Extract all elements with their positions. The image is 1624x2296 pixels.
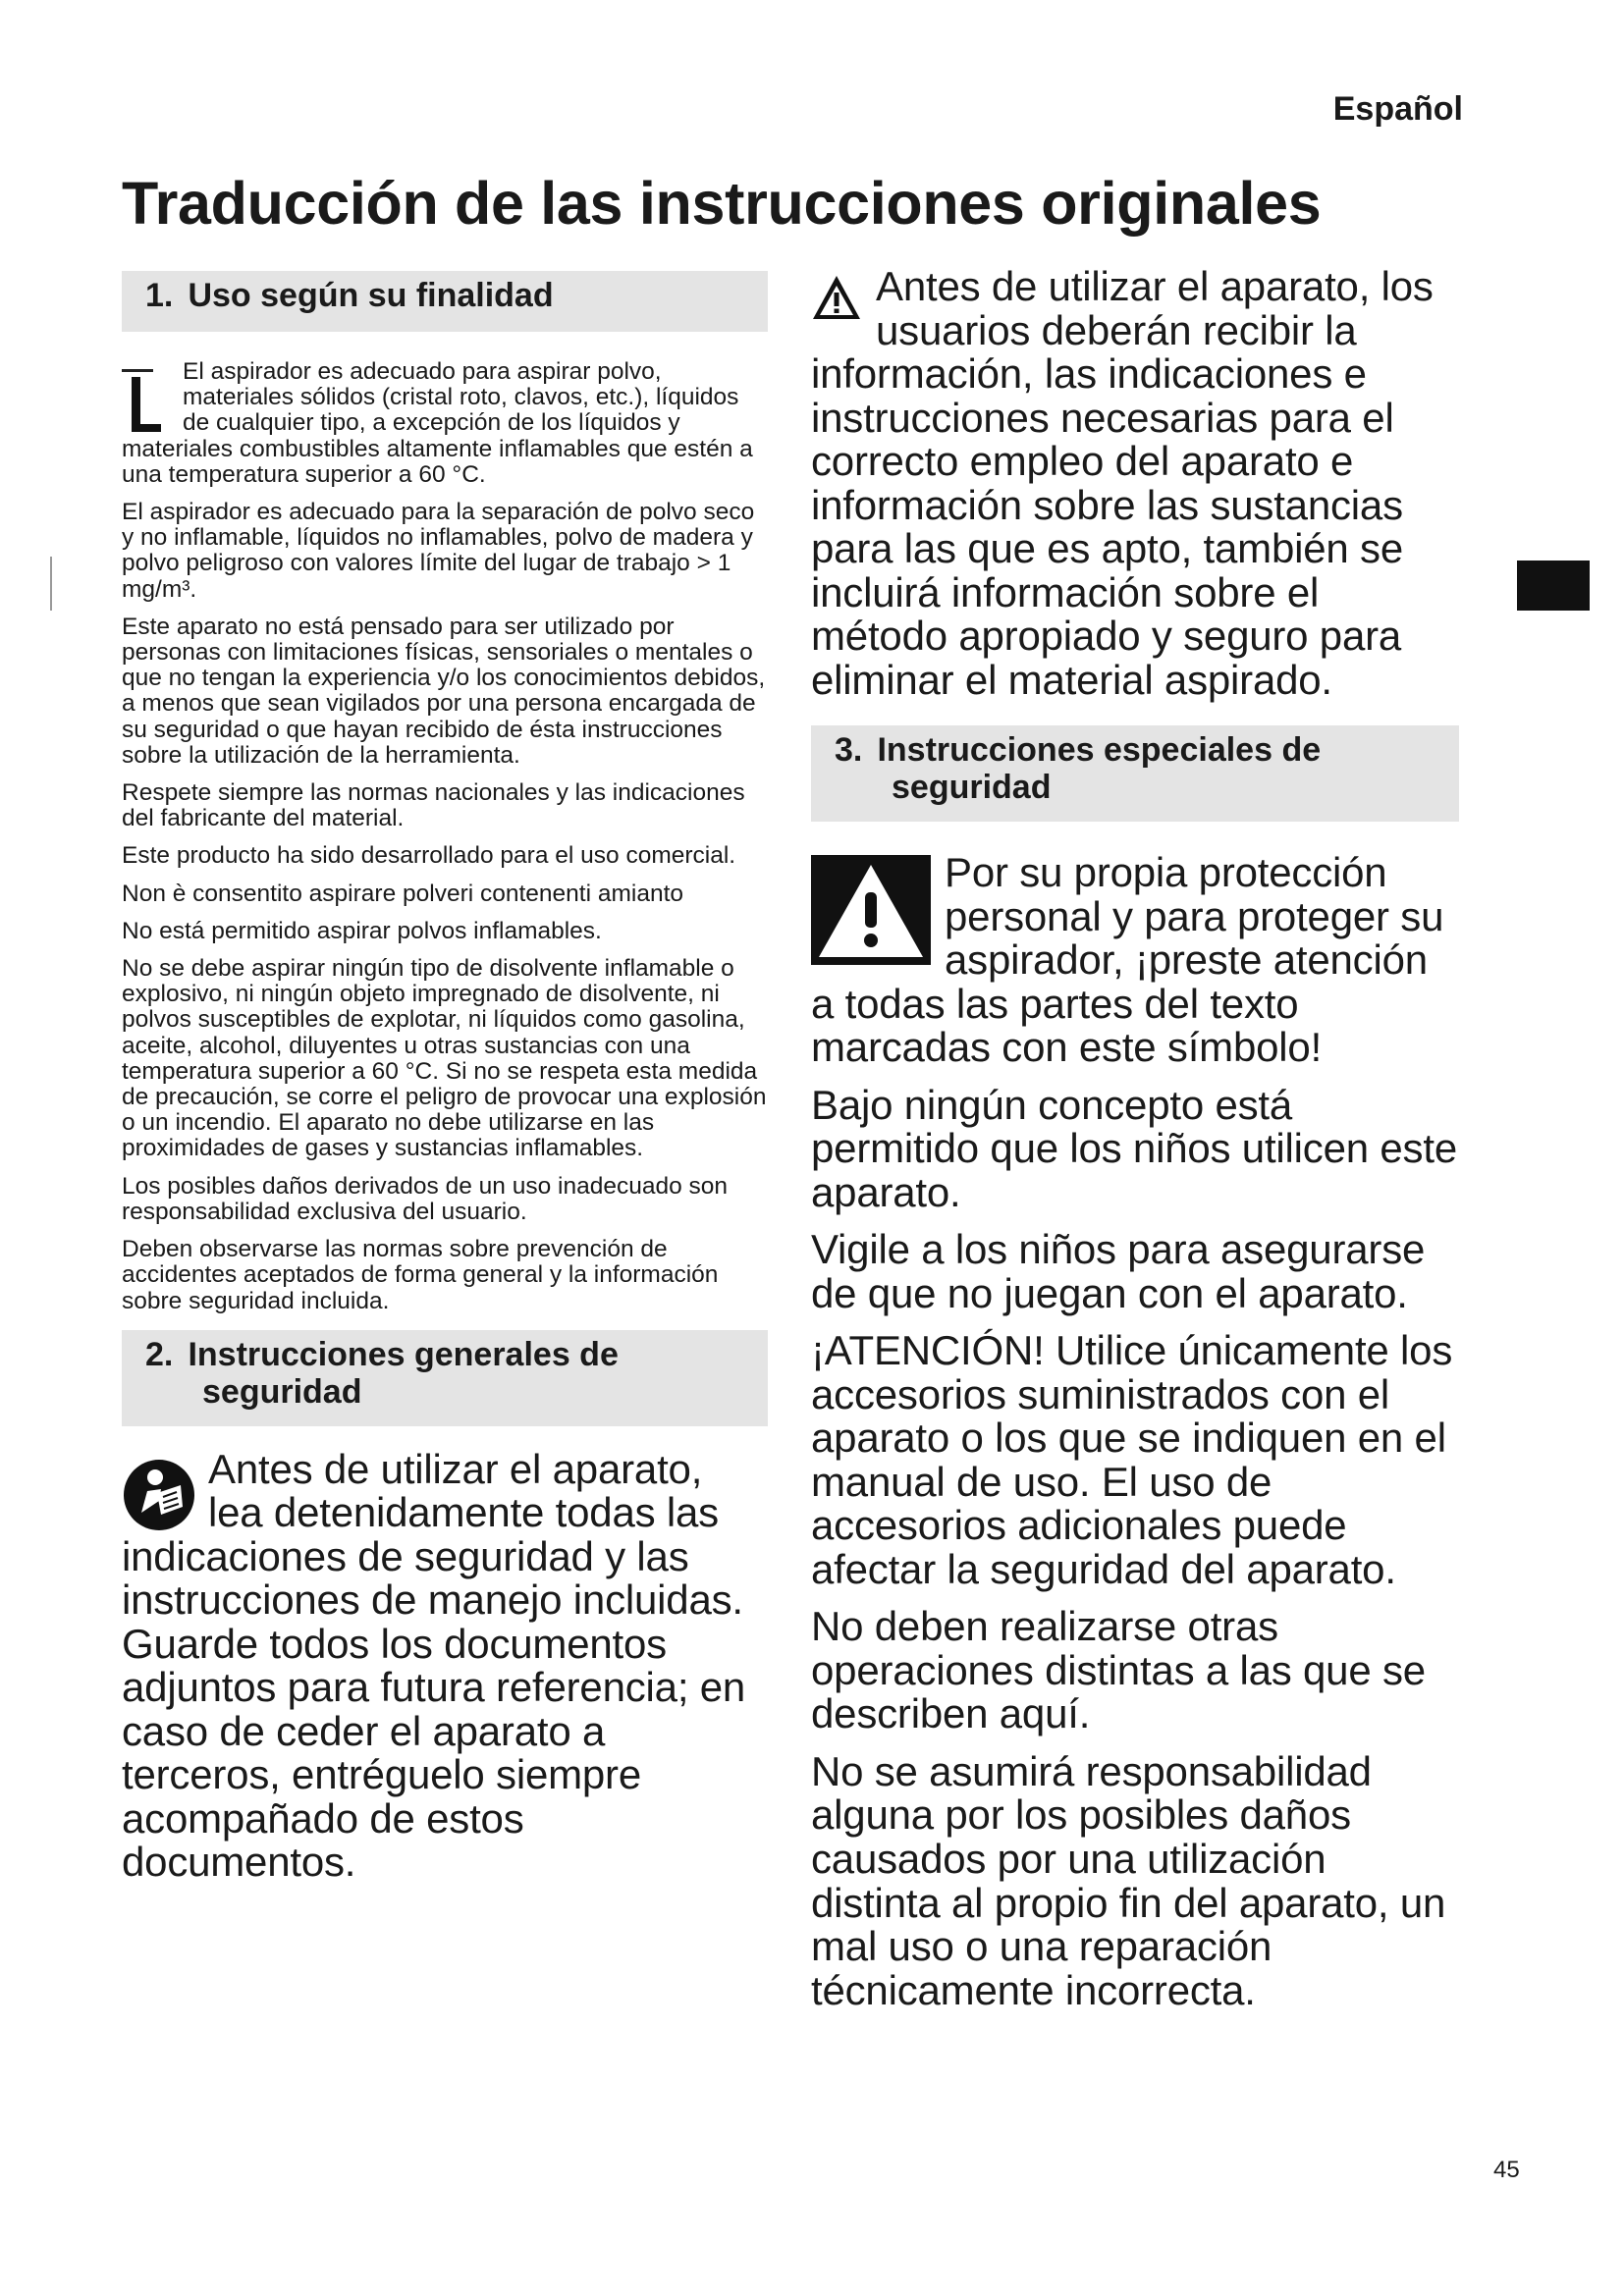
section-2-heading: 2. Instrucciones generales de seguridad	[122, 1330, 768, 1426]
page-number: 45	[1493, 2157, 1520, 2183]
section-tab-marker	[1517, 561, 1590, 611]
section-3-heading: 3. Instrucciones especiales de seguridad	[811, 725, 1459, 822]
read-manual-icon	[122, 1456, 196, 1534]
section-3-body	[811, 851, 1459, 2012]
section-2-body	[122, 1445, 768, 1886]
warning-icon	[811, 855, 931, 965]
dropcap-l	[122, 369, 165, 436]
paragraph: No se debe aspirar ningún tipo de disolvente inflamable o explosivo, ni ningún objeto impregnado de disolvente, ni polvos susceptibles de explotar, ni líquidos como gasolina, aceite, alcohol, diluyentes u otras sustancias con una temperatura superior a 60 °C. Si no se respeta esta medida de precaución, se corre el peligro de provocar una explosión o un incendio. El aparato no debe utilizarse en las proximidades de gases y sustancias inflamables.	[122, 955, 767, 1162]
margin-mark	[50, 557, 52, 611]
paragraph: No se asumirá responsabilidad alguna por los posibles daños causados por una utilización distinta al propio fin del aparato, un mal uso o una reparación técnicamente incorrecta.	[811, 1747, 1446, 2013]
paragraph: Este producto ha sido desarrollado para el uso comercial.	[122, 842, 736, 870]
paragraph: Respete siempre las normas nacionales y las indicaciones del fabricante del material.	[122, 779, 745, 832]
warning-icon	[811, 273, 862, 322]
paragraph: ¡ATENCIÓN! Utilice únicamente los accesorios suministrados con el aparato o los que se indiquen en el manual de uso. El uso de accesorios adicionales puede afectar la seguridad del aparato.	[811, 1327, 1453, 1592]
paragraph: No deben realizarse otras operaciones distintas a las que se describen aquí.	[811, 1603, 1426, 1737]
left-column	[122, 271, 768, 1898]
paragraph: Antes de utilizar el aparato, lea detenidamente todas las indicaciones de seguridad y las instrucciones de manejo incluidas. Guarde todos los documentos adjuntos para futura referencia; en caso de ceder el aparato a terceros, entréguelo siempre acompañado de estos documentos.	[122, 1445, 746, 1886]
paragraph: Este aparato no está pensado para ser utilizado por personas con limitaciones físicas, sensoriales o mentales o que no tengan la experiencia y/o los conocimientos debidos, a menos que sean vigilados por una persona encargada de su seguridad o que hayan recibido de ésta instrucciones sobre la utilización de la herramienta.	[122, 613, 766, 769]
paragraph: Por su propia protección personal y para proteger su aspirador, ¡preste atención a todas las partes del texto marcadas con este símbolo!	[811, 849, 1444, 1071]
page-title: Traducción de las instrucciones originales	[122, 170, 1322, 237]
paragraph: Deben observarse las normas sobre prevención de accidentes aceptados de forma general y la información sobre seguridad incluida.	[122, 1236, 719, 1314]
section-1-body	[122, 359, 768, 1314]
paragraph: No está permitido aspirar polvos inflamables.	[122, 917, 602, 944]
paragraph: El aspirador es adecuado para la separación de polvo seco y no inflamable, líquidos no inflamables, polvo de madera y polvo peligroso con valores límite del lugar de trabajo > 1 mg/m³.	[122, 499, 755, 603]
language-label: Español	[1332, 90, 1463, 128]
paragraph: Vigile a los niños para asegurarse de que no juegan con el aparato.	[811, 1226, 1426, 1316]
paragraph: Los posibles daños derivados de un uso inadecuado son responsabilidad exclusiva del usuario.	[122, 1172, 729, 1225]
paragraph: Non è consentito aspirare polveri contenenti amianto	[122, 880, 684, 907]
paragraph: Bajo ningún concepto está permitido que los niños utilicen este aparato.	[811, 1081, 1457, 1215]
right-column	[811, 265, 1459, 2026]
right-intro	[811, 265, 1459, 702]
section-1-heading: 1. Uso según su finalidad	[122, 271, 768, 332]
paragraph: El aspirador es adecuado para aspirar polvo, materiales sólidos (cristal roto, clavos, etc.), líquidos de cualquier tipo, a excepción de los líquidos y materiales combustibles altamente inflamables que estén a una temperatura superior a 60 °C.	[122, 358, 753, 488]
paragraph: Antes de utilizar el aparato, los usuarios deberán recibir la información, las indicaciones e instrucciones necesarias para el correcto empleo del aparato e información sobre las sustancias para las que es apto, también se incluirá información sobre el método apropiado y seguro para eliminar el material aspirado.	[811, 263, 1434, 703]
